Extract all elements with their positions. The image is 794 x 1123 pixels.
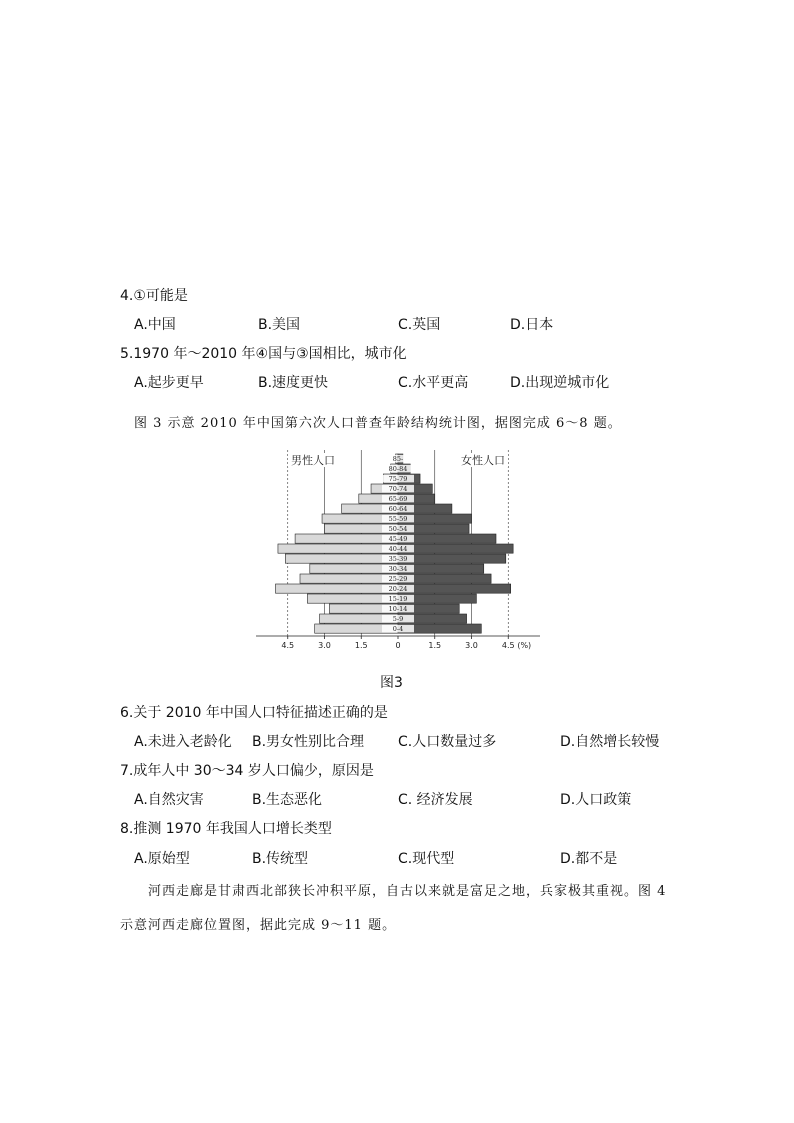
question-text: ①可能是 <box>133 288 188 304</box>
question-text: 成年人中 30～34 岁人口偏少，原因是 <box>133 763 374 779</box>
age-group-label: 60-64 <box>388 505 408 514</box>
option-b[interactable]: B.生态恶化 <box>252 792 323 808</box>
age-group-label: 45-49 <box>388 535 408 544</box>
option-d[interactable]: D.日本 <box>510 317 554 333</box>
option-b[interactable]: B.传统型 <box>252 851 309 867</box>
female-bar <box>398 554 506 563</box>
male-bar <box>278 544 398 553</box>
option-c[interactable]: C. 经济发展 <box>398 792 473 808</box>
question-number: 5. <box>120 346 134 362</box>
option-a[interactable]: A.未进入老龄化 <box>134 734 232 750</box>
option-c[interactable]: C.现代型 <box>398 851 455 867</box>
age-group-label: 20-24 <box>388 585 408 594</box>
female-bar <box>398 544 513 553</box>
question-5-stem <box>120 343 407 363</box>
unit-label: (%) <box>517 641 532 650</box>
age-group-label: 0-4 <box>392 625 404 634</box>
age-group-label: 55-59 <box>388 515 408 524</box>
x-tick-label: 1.5 <box>354 641 368 650</box>
option-b[interactable]: B.美国 <box>258 317 301 333</box>
male-bar <box>276 584 399 593</box>
age-group-label: 15-19 <box>388 595 408 604</box>
age-group-label: 80-84 <box>388 465 408 474</box>
age-group-label: 25-29 <box>388 575 408 584</box>
option-b[interactable]: B.速度更快 <box>258 375 329 391</box>
female-population-label: 女性人口 <box>461 454 505 467</box>
figure-caption: 图3 <box>380 675 403 691</box>
option-a[interactable]: A.自然灾害 <box>134 792 204 808</box>
option-a[interactable]: A.原始型 <box>134 851 190 867</box>
x-tick-label: 0 <box>395 641 401 650</box>
passage-text: 河西走廊是甘肃西北部狭长冲积平原，自古以来就是富足之地，兵家极其重视。图 4 示意河西走廊位置图，据此完成 9～11 题。 <box>120 884 667 933</box>
option-d[interactable]: D.出现逆城市化 <box>510 375 610 391</box>
option-a[interactable]: A.中国 <box>134 317 176 333</box>
male-bar <box>285 554 398 563</box>
question-number: 7. <box>120 763 134 779</box>
question-7-stem <box>120 760 374 780</box>
female-bar <box>398 584 511 593</box>
option-d[interactable]: D.都不是 <box>560 851 618 867</box>
option-c[interactable]: C.人口数量过多 <box>398 734 497 750</box>
male-population-label: 男性人口 <box>291 454 335 467</box>
question-text: 推测 1970 年我国人口增长类型 <box>133 821 332 837</box>
age-group-label: 70-74 <box>388 485 408 494</box>
population-pyramid-chart <box>250 446 550 654</box>
question-number: 6. <box>120 705 134 721</box>
question-6-stem <box>120 702 388 722</box>
question-number: 4. <box>120 288 134 304</box>
question-8-options <box>134 848 694 868</box>
question-7-options <box>134 789 694 809</box>
question-6-options <box>134 731 694 751</box>
option-c[interactable]: C.水平更高 <box>398 375 469 391</box>
age-group-label: 5-9 <box>392 615 404 624</box>
age-group-label: 85- <box>392 455 404 464</box>
age-group-label: 50-54 <box>388 525 408 534</box>
question-number: 8. <box>120 821 134 837</box>
question-text: 关于 2010 年中国人口特征描述正确的是 <box>133 705 388 721</box>
age-group-label: 40-44 <box>388 545 408 554</box>
x-tick-label: 3.0 <box>465 641 478 650</box>
option-d[interactable]: D.人口政策 <box>560 792 632 808</box>
age-group-label: 10-14 <box>388 605 408 614</box>
age-group-label: 75-79 <box>388 475 408 484</box>
option-d[interactable]: D.自然增长较慢 <box>560 734 660 750</box>
x-tick-label: 1.5 <box>428 641 442 650</box>
question-4-stem <box>120 285 188 305</box>
question-4-options <box>134 314 694 334</box>
x-tick-label: 4.5 <box>281 641 295 650</box>
question-8-stem <box>120 818 332 838</box>
age-group-label: 35-39 <box>388 555 408 564</box>
x-tick-label: 3.0 <box>318 641 331 650</box>
option-a[interactable]: A.起步更早 <box>134 375 204 391</box>
figure-intro: 图 3 示意 2010 年中国第六次人口普查年龄结构统计图，据图完成 6～8 题。 <box>134 416 622 431</box>
option-b[interactable]: B.男女性别比合理 <box>252 734 365 750</box>
age-group-label: 30-34 <box>388 565 408 574</box>
question-5-options <box>134 372 694 392</box>
option-c[interactable]: C.英国 <box>398 317 441 333</box>
age-group-label: 65-69 <box>388 495 408 504</box>
x-tick-label: 4.5 <box>501 641 515 650</box>
question-text: 1970 年～2010 年④国与③国相比，城市化 <box>133 346 407 362</box>
